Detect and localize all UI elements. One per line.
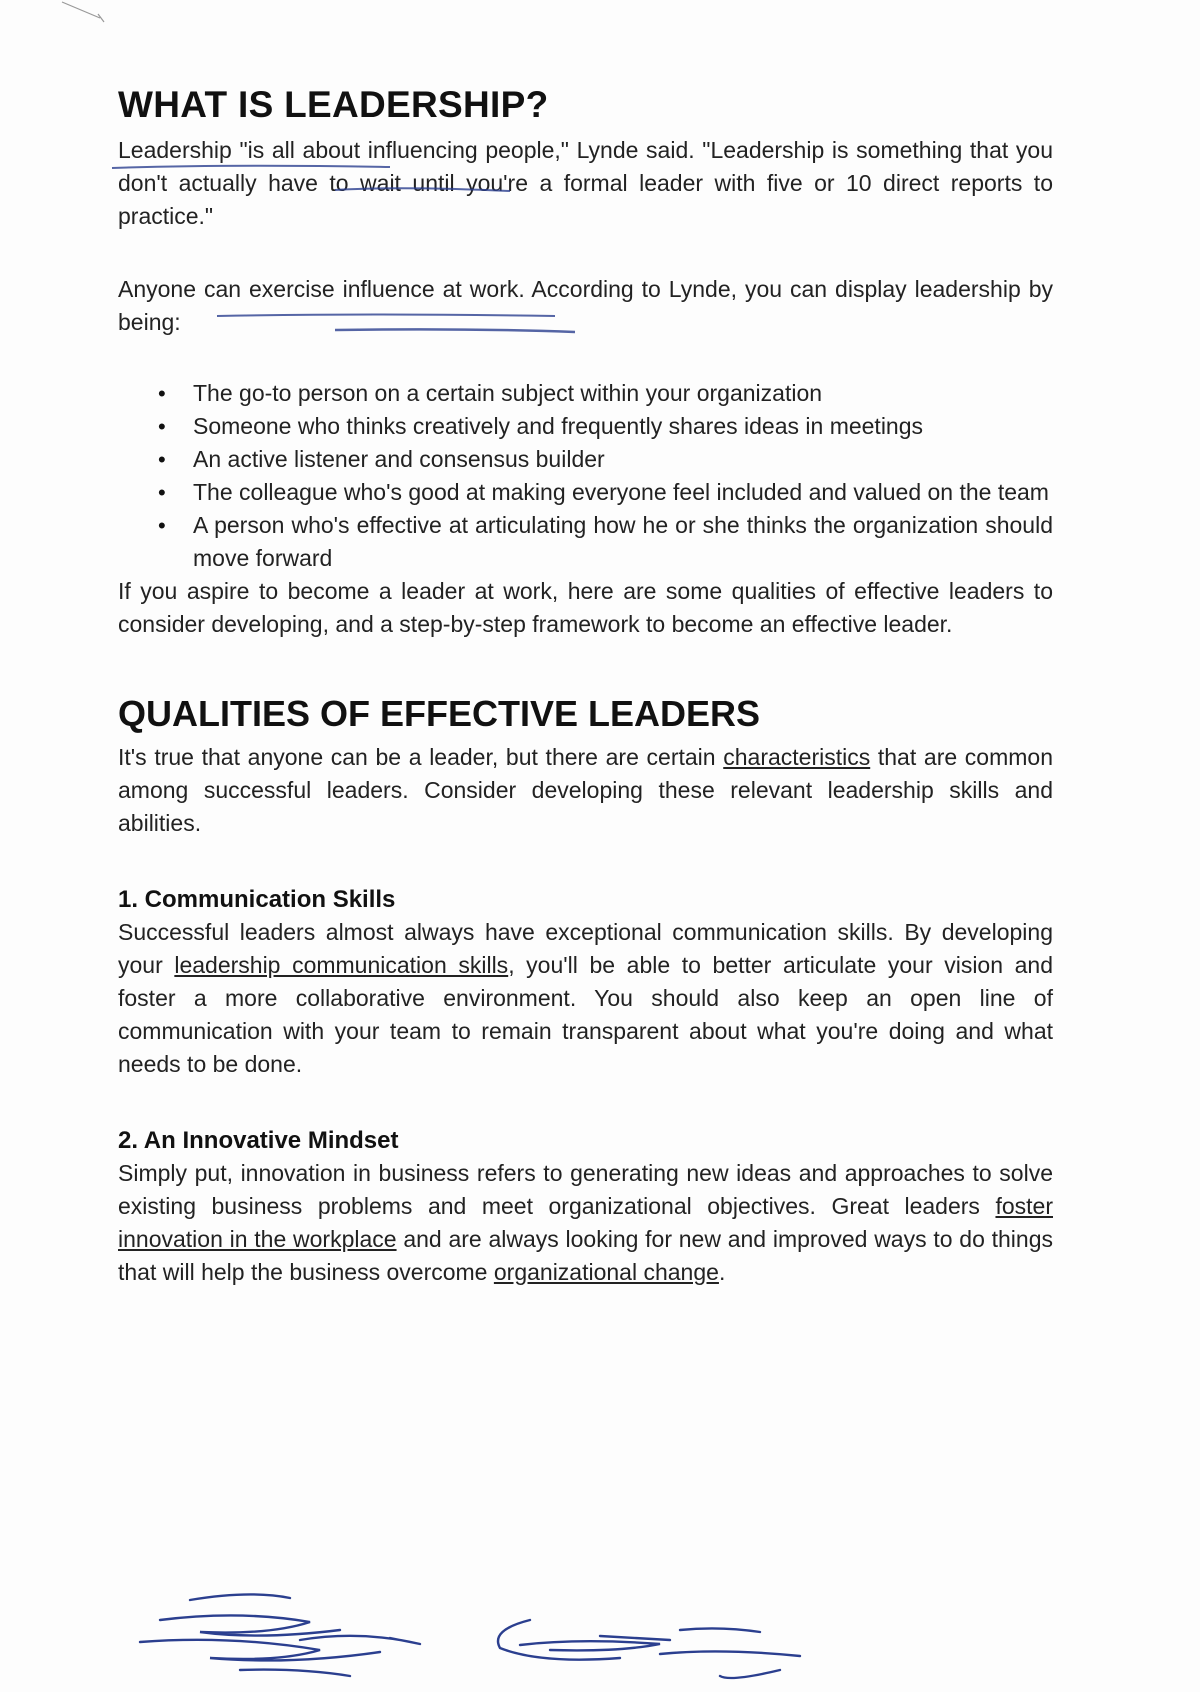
- innovation-text-end: .: [718, 1259, 726, 1285]
- foster-innovation-link[interactable]: foster innovation in the workplace: [118, 1193, 1053, 1252]
- communication-skills-link[interactable]: leadership communication skills: [174, 952, 509, 978]
- list-item: • Someone who thinks creatively and frequently shares ideas in meetings: [118, 410, 1053, 443]
- section-title: QUALITIES OF EFFECTIVE LEADERS: [118, 693, 761, 734]
- list-item: • The colleague who's good at making everyone feel included and valued on the team: [118, 476, 1053, 509]
- intro-paragraph: Leadership "is all about influencing people," Lynde said. "Leadership is something that you don't actually have to wait until you're a formal leader with five or 10 direct reports to practice.": [118, 137, 1053, 229]
- influence-paragraph: Anyone can exercise influence at work. According to Lynde, you can display leadership by being:: [118, 276, 1053, 335]
- innovation-text: Simply put, innovation in business refers to generating new ideas and approaches to solve existing business problems and meet organizational objectives. Great leaders: [118, 1160, 1053, 1219]
- document-content: [118, 84, 1053, 1289]
- signature-left: [120, 1580, 460, 1690]
- innovation-paragraph: [118, 1157, 1053, 1289]
- communication-text: Successful leaders almost always have exceptional communication skills. By developing your: [118, 919, 1053, 978]
- qualities-intro-text-end: that are common among successful leaders. Consider developing these relevant leadership skills and abilities.: [118, 744, 1053, 836]
- aspire-paragraph: If you aspire to become a leader at work, here are some qualities of effective leaders to consider developing, and a step-by-step framework to become an effective leader.: [118, 578, 1053, 637]
- list-item: • An active listener and consensus builder: [118, 443, 1053, 476]
- innovation-text-middle: and are always looking for new and improved ways to do things that will help the business overcome: [118, 1226, 1054, 1285]
- organizational-change-link[interactable]: organizational change: [493, 1259, 719, 1285]
- scan-mark: [60, 0, 110, 30]
- list-item: • A person who's effective at articulating how he or she thinks the organization should move forward: [118, 509, 1053, 575]
- leadership-bullet-list: [118, 377, 1053, 575]
- subheading-communication: 1. Communication Skills: [118, 886, 396, 913]
- list-item: • The go-to person on a certain subject within your organization: [118, 377, 1053, 410]
- characteristics-link[interactable]: characteristics: [723, 744, 871, 770]
- communication-text-end: , you'll be able to better articulate your vision and foster a more collaborative environment. You should also keep an open line of communication with your team to remain transparent about what you're doing and what needs to be done.: [118, 952, 1053, 1077]
- page-title: WHAT IS LEADERSHIP?: [118, 84, 549, 125]
- signature-right: [480, 1600, 840, 1690]
- communication-paragraph: [118, 916, 1053, 1081]
- qualities-intro-paragraph: [118, 741, 1053, 840]
- subheading-innovative: 2. An Innovative Mindset: [118, 1127, 399, 1154]
- qualities-intro-text: It's true that anyone can be a leader, but there are certain: [118, 744, 724, 770]
